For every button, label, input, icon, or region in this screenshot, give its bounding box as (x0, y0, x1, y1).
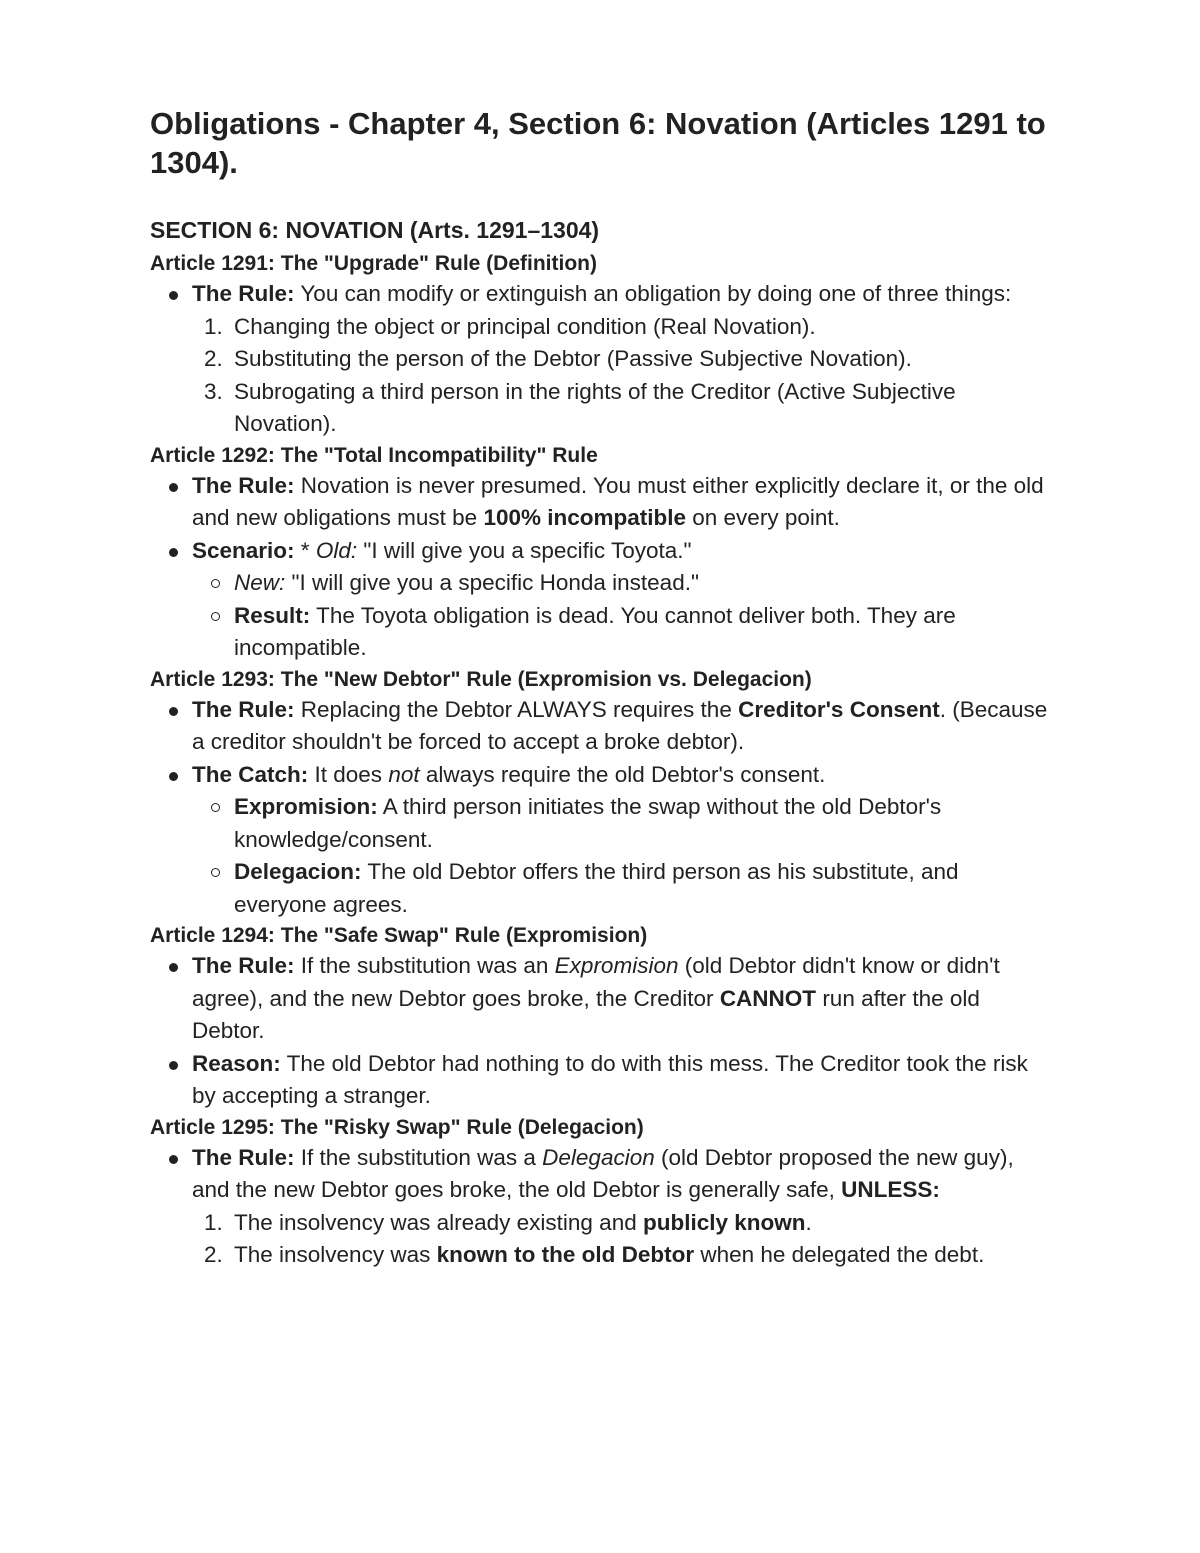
sub-item (150, 567, 1050, 600)
item-text: Subrogating a third person in the rights of the Creditor (Active Subjective Novation). (234, 378, 956, 436)
list-item (150, 694, 1050, 759)
bullet-icon (169, 1155, 178, 1164)
article-heading: Article 1295: The "Risky Swap" Rule (Delegacion) (150, 1115, 644, 1139)
delegacion-label: Delegacion: (234, 859, 362, 884)
rule-label: The Rule: (192, 472, 295, 498)
bullet-list (150, 470, 1050, 665)
rule-emphasis: 100% incompatible (483, 505, 687, 530)
rule-italic: Expromision (554, 953, 679, 978)
article-1295 (150, 1113, 1050, 1272)
item-text: when he delegated the debt. (694, 1242, 985, 1267)
article-heading: Article 1293: The "New Debtor" Rule (Expromision vs. Delegacion) (150, 667, 812, 691)
scenario-star: * (294, 537, 316, 563)
item-emphasis: publicly known (642, 1209, 806, 1235)
bullet-icon (169, 772, 178, 781)
reason-label: Reason: (192, 1050, 281, 1076)
item-text: The insolvency was (234, 1242, 437, 1267)
catch-emphasis: not (388, 761, 420, 787)
numbered-item (150, 1207, 1050, 1240)
sub-item (150, 856, 1050, 921)
page-title: Obligations - Chapter 4, Section 6: Novation (Articles 1291 to 1304). (150, 106, 1046, 180)
rule-text: run after the old Debtor. (192, 985, 980, 1043)
new-text: "I will give you a specific Honda instead." (285, 570, 699, 595)
document-page (150, 104, 1050, 1272)
list-item (150, 535, 1050, 665)
bullet-icon (169, 707, 178, 716)
bullet-icon (169, 963, 178, 972)
article-1292 (150, 441, 1050, 665)
new-label: New: (234, 570, 286, 595)
numbered-item (150, 311, 1050, 344)
bullet-icon (169, 291, 178, 300)
hollow-bullet-icon (211, 868, 220, 877)
list-item (150, 470, 1050, 535)
rule-text: If the substitution was an (294, 953, 555, 978)
expromision-text: A third person initiates the swap without the old Debtor's knowledge/consent. (234, 794, 942, 852)
rule-label: The Rule: (192, 696, 295, 722)
section-heading: SECTION 6: NOVATION (Arts. 1291–1304) (150, 217, 600, 243)
item-text: Changing the object or principal condition (Real Novation). (234, 313, 816, 339)
article-1293 (150, 665, 1050, 922)
rule-emphasis: Creditor's Consent (738, 696, 940, 722)
numbered-item (150, 1239, 1050, 1272)
item-text: Substituting the person of the Debtor (Passive Subjective Novation). (234, 346, 912, 371)
reason-text: The old Debtor had nothing to do with this mess. The Creditor took the risk by accepting a stranger. (192, 1050, 1028, 1108)
item-number: 2. (204, 1242, 223, 1267)
delegacion-text: The old Debtor offers the third person as his substitute, and everyone agrees. (234, 859, 959, 917)
bullet-icon (169, 548, 178, 557)
item-number: 1. (204, 313, 223, 339)
list-item (150, 1142, 1050, 1272)
result-label: Result: (234, 602, 311, 628)
bullet-list (150, 1142, 1050, 1272)
article-1294 (150, 921, 1050, 1113)
result-text: The Toyota obligation is dead. You cannot deliver both. They are incompatible. (234, 602, 956, 660)
bullet-list (150, 694, 1050, 922)
bullet-list (150, 950, 1050, 1113)
article-heading: Article 1294: The "Safe Swap" Rule (Expromision) (150, 924, 648, 947)
hollow-bullet-icon (211, 612, 220, 621)
item-text: . (805, 1209, 812, 1235)
article-heading: Article 1291: The "Upgrade" Rule (Definition) (150, 252, 597, 275)
bullet-list (150, 278, 1050, 441)
rule-text: If the substitution was a (294, 1144, 543, 1170)
list-item (150, 759, 1050, 922)
list-item (150, 950, 1050, 1048)
rule-text: . (Because a creditor shouldn't be forced to accept a broke debtor). (192, 696, 1048, 754)
rule-label: The Rule: (192, 953, 295, 978)
rule-italic: Delegacion (542, 1144, 655, 1170)
numbered-list (150, 311, 1050, 441)
item-text: The insolvency was already existing and (234, 1209, 643, 1235)
item-number: 2. (204, 346, 223, 371)
scenario-old-label: Old: (315, 537, 358, 563)
expromision-label: Expromision: (234, 794, 378, 819)
bullet-icon (169, 483, 178, 492)
rule-text: (old Debtor proposed the new guy), and the new Debtor goes broke, the old Debtor is generally safe, (192, 1144, 1014, 1202)
numbered-item (150, 343, 1050, 376)
rule-text: You can modify or extinguish an obligation by doing one of three things: (294, 281, 1012, 306)
catch-text: always require the old Debtor's consent. (419, 761, 826, 787)
list-item (150, 1048, 1050, 1113)
rule-label: The Rule: (192, 1144, 295, 1170)
sub-list (150, 791, 1050, 921)
article-1291 (150, 249, 1050, 441)
scenario-label: Scenario: (192, 537, 295, 563)
hollow-bullet-icon (211, 579, 220, 588)
rule-emphasis: CANNOT (719, 985, 817, 1011)
item-emphasis: known to the old Debtor (436, 1242, 695, 1267)
sub-item (150, 600, 1050, 665)
hollow-bullet-icon (211, 803, 220, 812)
rule-text: Replacing the Debtor ALWAYS requires the (294, 696, 739, 722)
sub-item (150, 791, 1050, 856)
article-heading: Article 1292: The "Total Incompatibility" Rule (150, 443, 598, 467)
numbered-list (150, 1207, 1050, 1272)
rule-text: (old Debtor didn't know or didn't agree), and the new Debtor goes broke, the Creditor (192, 953, 1000, 1011)
rule-text: Novation is never presumed. You must either explicitly declare it, or the old and new obligations must be (192, 472, 1044, 530)
rule-emphasis: UNLESS: (841, 1177, 940, 1202)
rule-text: on every point. (686, 505, 840, 530)
catch-label: The Catch: (192, 761, 309, 787)
list-item (150, 278, 1050, 441)
sub-list (150, 567, 1050, 665)
item-number: 1. (204, 1209, 223, 1235)
catch-text: It does (308, 761, 389, 787)
numbered-item (150, 376, 1050, 441)
rule-label: The Rule: (192, 281, 295, 306)
bullet-icon (169, 1061, 178, 1070)
item-number: 3. (204, 378, 223, 404)
scenario-old-text: "I will give you a specific Toyota." (357, 537, 692, 563)
